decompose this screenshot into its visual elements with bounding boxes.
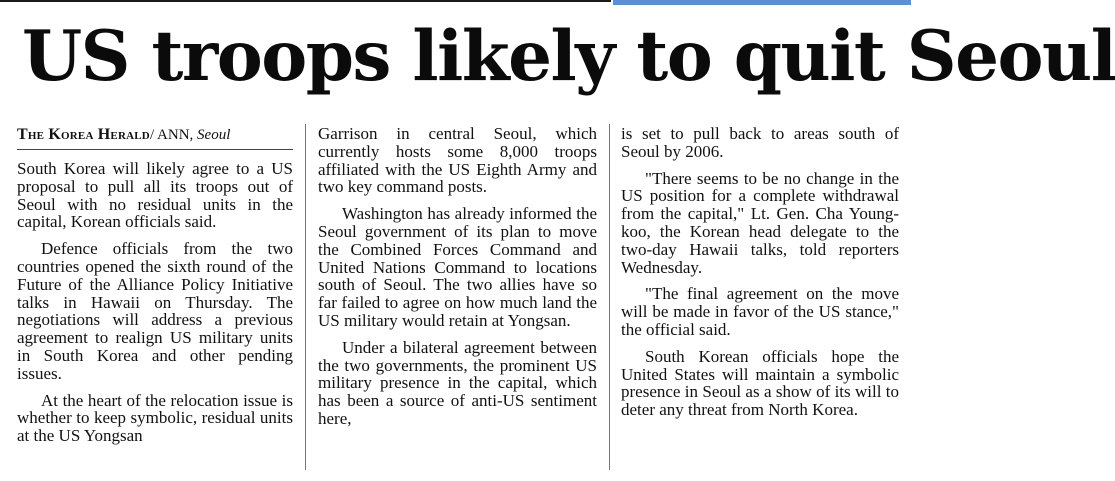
byline-place: Seoul — [197, 127, 231, 143]
headline: US troops likely to quit Seoul — [22, 16, 1115, 97]
accent-bar — [613, 0, 911, 5]
paragraph: Defence officials from the two countries opened the sixth round of the Future of the Alliance Policy Initiative talks in Hawaii on Thursday. The negotiations will address a previous agreement to realign US military units in South Korea and other pending issues. — [17, 239, 293, 383]
article-column-1 — [17, 125, 293, 454]
byline — [17, 125, 293, 150]
paragraph: "The final agreement on the move will be made in favor of the US stance," the official said. — [621, 284, 899, 339]
paragraph: Washington has already informed the Seoul government of its plan to move the Combined Forces Command and United Nations Command to locations south of Seoul. The two allies have so far failed to agree on how much land the US military would retain at Yongsan. — [318, 204, 597, 330]
column-divider — [305, 124, 306, 470]
column-divider — [609, 124, 610, 470]
byline-agency: / ANN, — [149, 127, 194, 143]
paragraph: is set to pull back to areas south of Seoul by 2006. — [621, 124, 899, 161]
paragraph: Garrison in central Seoul, which currently hosts some 8,000 troops affiliated with the US Eighth Army and two key command posts. — [318, 124, 597, 197]
paragraph: At the heart of the relocation issue is whether to keep symbolic, residual units at the US Yongsan — [17, 390, 293, 446]
paragraph: South Korea will likely agree to a US proposal to pull all its troops out of Seoul with no residual units in the capital, Korean officials said. — [17, 159, 293, 232]
byline-paper: The Korea Herald — [17, 126, 150, 143]
article-column-3 — [621, 125, 899, 428]
paragraph: Under a bilateral agreement between the two governments, the prominent US military presence in the capital, which has been a source of anti-US sentiment here, — [318, 337, 597, 428]
top-rule — [0, 0, 611, 2]
paragraph: South Korean officials hope the United States will maintain a symbolic presence in Seoul as a show of its will to deter any threat from North Korea. — [621, 346, 899, 420]
paragraph: "There seems to be no change in the US position for a complete withdrawal from the capital," Lt. Gen. Cha Young-koo, the Korean head delegate to the two-day Hawaii talks, told reporters Wednesday. — [621, 168, 899, 277]
article-column-2 — [318, 125, 597, 437]
